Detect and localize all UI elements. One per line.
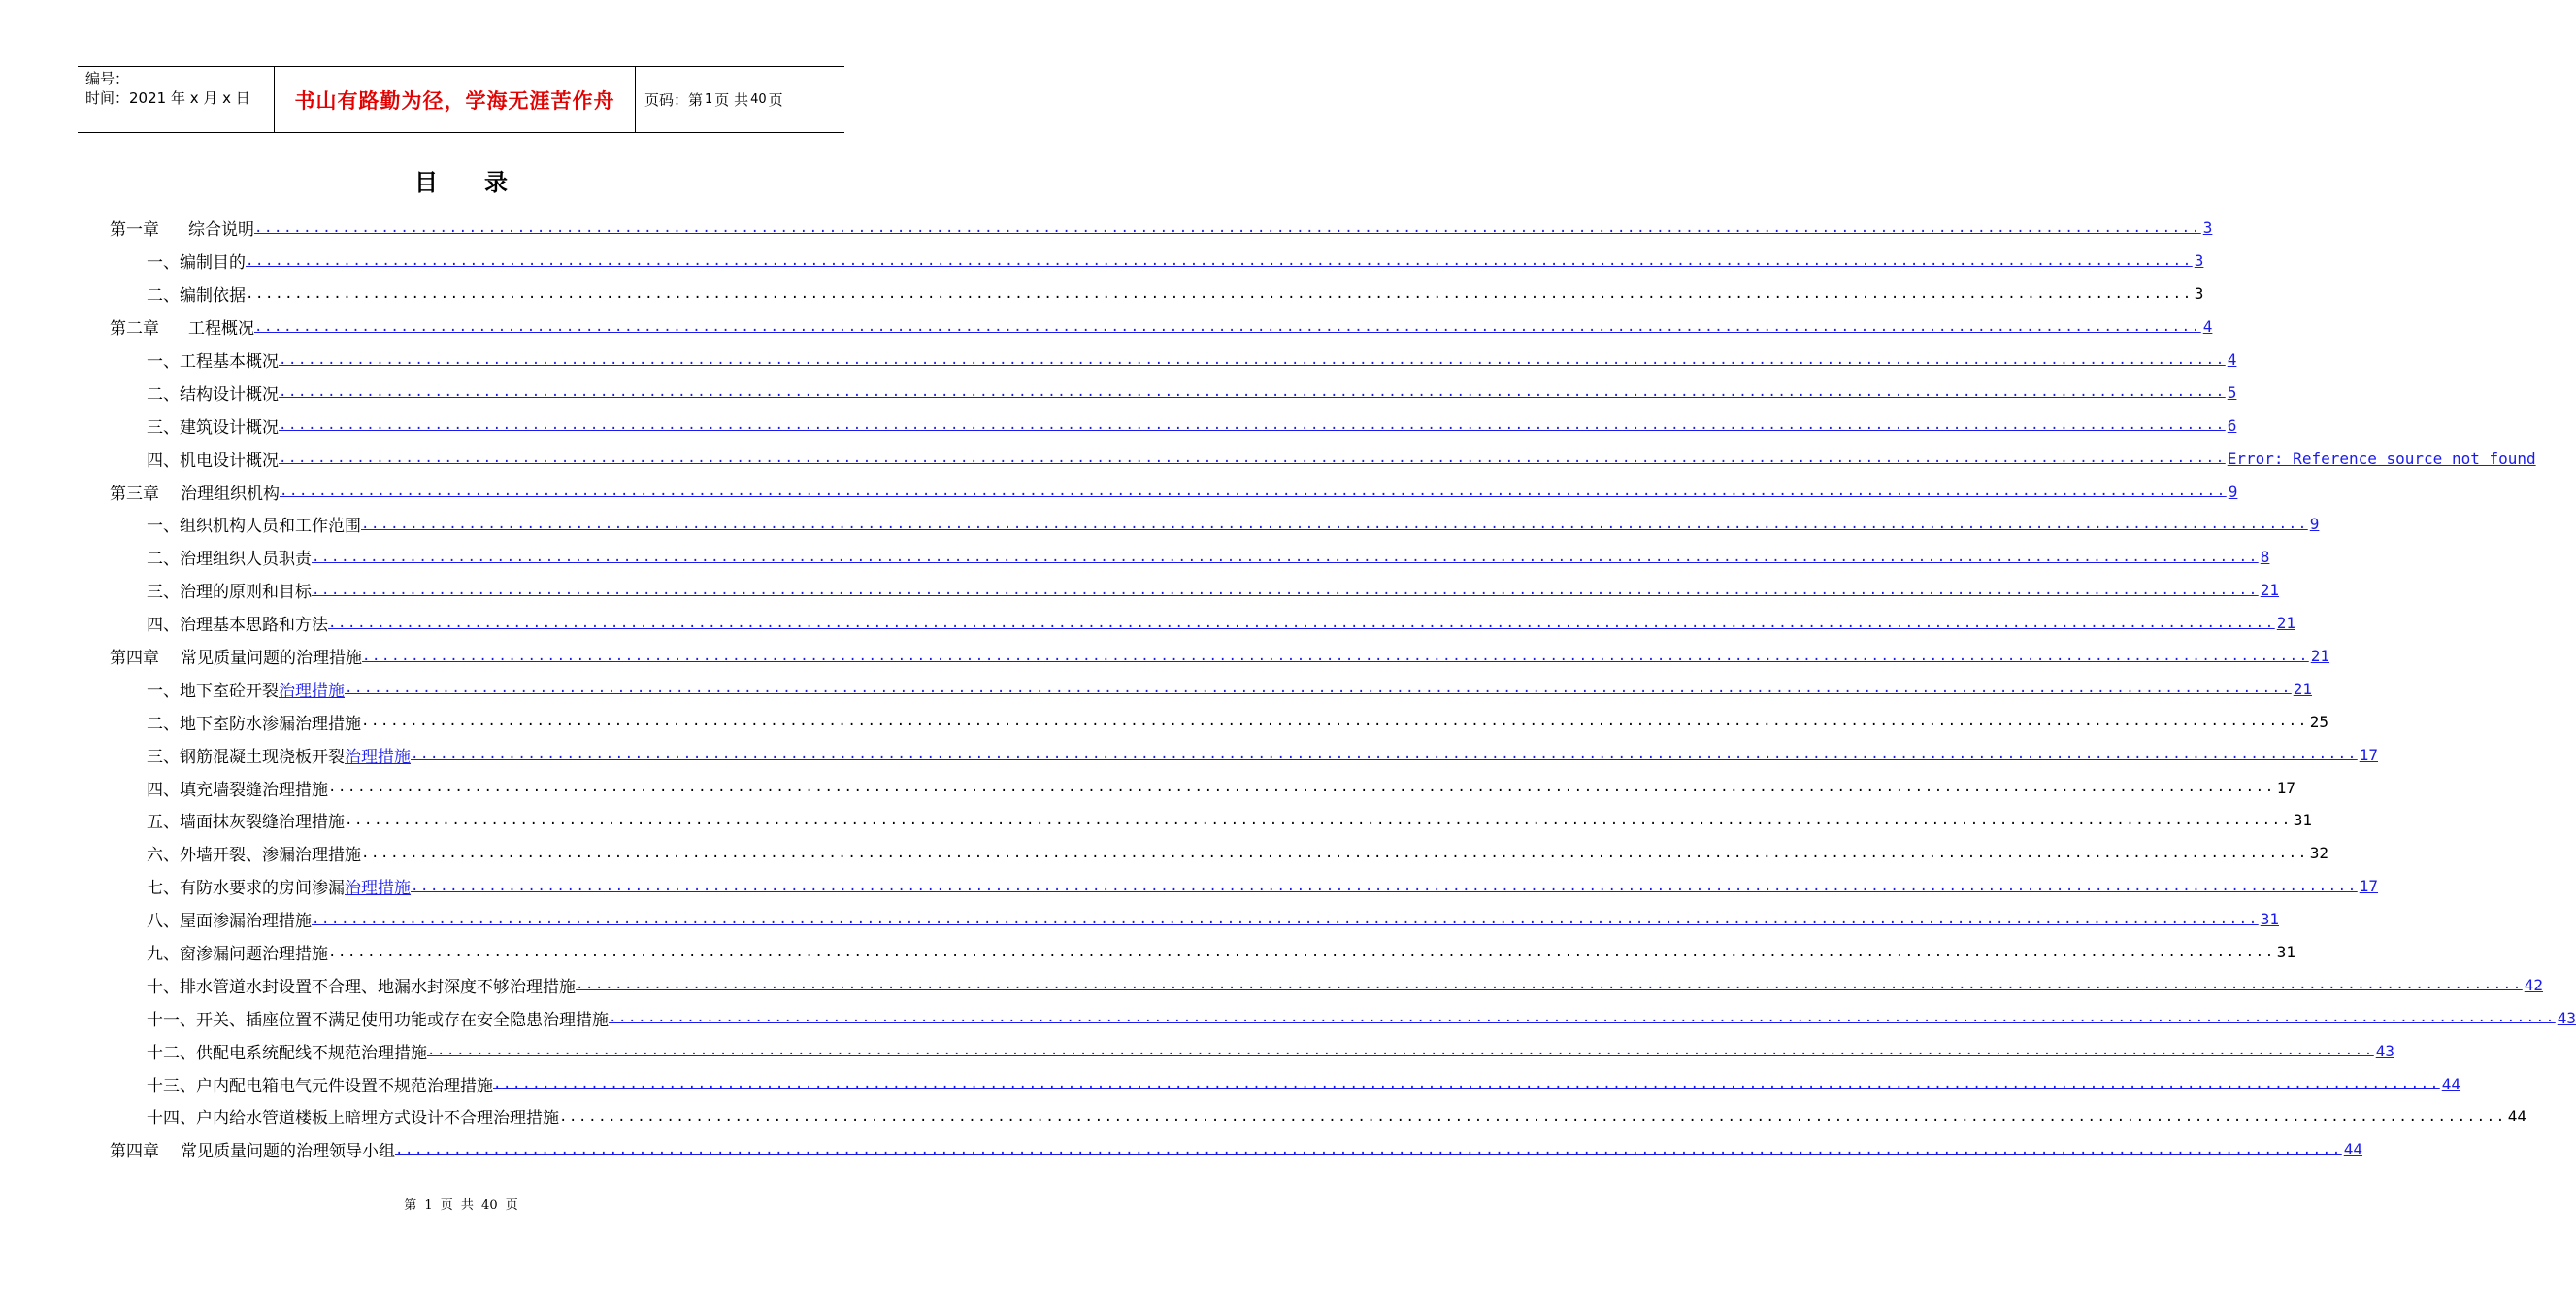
toc-page-number[interactable]: 4	[2202, 318, 2213, 337]
toc-entry-title: 五、墙面抹灰裂缝治理措施	[147, 813, 345, 833]
header-motto: 书山有路勤为径，学海无涯苦作舟	[294, 88, 615, 113]
toc-entry-title: 一、工程基本概况	[147, 352, 279, 372]
toc-entry-title: 十一、开关、插座位置不满足使用功能或存在安全隐患治理措施	[147, 1010, 609, 1030]
toc-entry-title: 二、结构设计概况	[147, 385, 279, 405]
toc-entry[interactable]	[110, 508, 2320, 541]
toc-page-number[interactable]: 43	[2557, 1008, 2576, 1027]
toc-chapter-number: 第四章	[110, 1142, 159, 1162]
toc-entry[interactable]	[110, 344, 2237, 377]
toc-page-number: 25	[2309, 712, 2329, 731]
toc-leader-dots: ........................................................................................................................................................................................................	[361, 516, 2308, 532]
toc-page-number[interactable]: 44	[2343, 1140, 2363, 1159]
toc-entry-title: 十四、户内给水管道楼板上暗埋方式设计不合理治理措施	[147, 1109, 559, 1129]
toc-leader-dots: ........................................................................................................................................................................................................	[312, 549, 2259, 565]
toc-entry	[110, 278, 2204, 311]
toc-entry-link-text[interactable]: 治理措施	[279, 681, 345, 701]
toc-entry-title: 常见质量问题的治理领导小组	[181, 1142, 395, 1162]
toc-entry[interactable]	[110, 409, 2237, 442]
toc-leader-dots: ........................................................................................................................................................................................................	[279, 418, 2226, 434]
toc-entry-title: 常见质量问题的治理措施	[181, 649, 362, 669]
toc-entry-title: 六、外墙开裂、渗漏治理措施	[147, 846, 361, 866]
toc-leader-dots: ........................................................................................................................................................................................................	[411, 878, 2358, 894]
toc-page-number[interactable]: 6	[2227, 416, 2237, 435]
toc-entry-title: 四、机电设计概况	[147, 451, 279, 471]
toc-entry[interactable]	[110, 311, 2213, 344]
toc-leader-dots: ........................................................................................................................................................................................................	[395, 1141, 2342, 1157]
toc-leader-dots: ........................................................................................................................................................................................................	[246, 252, 2193, 269]
toc-leader-dots: ........................................................................................................................................................................................................	[328, 780, 2275, 796]
toc-entry-title: 三、钢筋混凝土现浇板开裂	[147, 747, 345, 767]
toc-leader-dots: ........................................................................................................................................................................................................	[559, 1108, 2506, 1124]
toc-leader-dots: ........................................................................................................................................................................................................	[312, 582, 2259, 598]
toc-leader-dots: ........................................................................................................................................................................................................	[345, 681, 2292, 697]
toc-entry[interactable]	[110, 672, 2313, 705]
toc-leader-dots: ........................................................................................................................................................................................................	[328, 615, 2275, 631]
toc-page-number[interactable]: 42	[2524, 975, 2544, 994]
date-label: 时间：2021 年 x 月 x 日	[85, 89, 250, 107]
toc-page-number[interactable]: 5	[2227, 383, 2237, 402]
toc-chapter-number: 第四章	[110, 649, 159, 669]
page-prefix: 页码：第	[644, 91, 704, 109]
toc-page-number[interactable]: 21	[2276, 614, 2296, 633]
toc-entry[interactable]	[110, 870, 2379, 903]
toc-page-number: 17	[2276, 778, 2296, 797]
page-suffix: 页	[768, 91, 783, 109]
toc-entry	[110, 936, 2296, 969]
toc-entry-title: 二、治理组织人员职责	[147, 550, 312, 570]
toc-chapter-number: 第一章	[110, 220, 159, 241]
toc-entry[interactable]	[110, 541, 2270, 574]
toc-entry-title: 四、填充墙裂缝治理措施	[147, 780, 328, 800]
number-label: 编号：	[85, 70, 130, 87]
header-page-info	[644, 67, 783, 132]
header-divider	[635, 67, 636, 132]
header-meta	[85, 69, 272, 108]
toc-leader-dots: ........................................................................................................................................................................................................	[361, 714, 2308, 730]
toc-entry-title: 四、治理基本思路和方法	[147, 616, 328, 636]
title-part-2: 录	[484, 169, 508, 196]
toc-leader-dots: ........................................................................................................................................................................................................	[279, 451, 2226, 467]
toc-leader-dots: ........................................................................................................................................................................................................	[279, 385, 2226, 401]
toc-page-number[interactable]: 44	[2441, 1074, 2461, 1093]
toc-leader-dots: ........................................................................................................................................................................................................	[254, 219, 2201, 236]
toc-leader-dots: ........................................................................................................................................................................................................	[279, 351, 2226, 368]
toc-page-number[interactable]: 17	[2359, 877, 2379, 896]
toc-entry-title: 二、地下室防水渗漏治理措施	[147, 714, 361, 734]
toc-entry[interactable]	[110, 738, 2379, 771]
toc-leader-dots: ........................................................................................................................................................................................................	[254, 318, 2201, 335]
toc-leader-dots: ........................................................................................................................................................................................................	[493, 1076, 2440, 1092]
toc-entry-title: 八、屋面渗漏治理措施	[147, 912, 312, 932]
page-mid: 页 共	[714, 91, 749, 109]
toc-entry[interactable]	[110, 442, 2536, 475]
toc-page-number[interactable]: 21	[2293, 679, 2313, 698]
toc-leader-dots: ........................................................................................................................................................................................................	[362, 648, 2309, 664]
toc-entry[interactable]	[110, 212, 2213, 245]
toc-page-number: 3	[2194, 284, 2204, 304]
toc-page-number: 32	[2309, 844, 2329, 863]
toc-leader-dots: ........................................................................................................................................................................................................	[361, 845, 2308, 861]
toc-entry[interactable]	[110, 640, 2330, 673]
toc-leader-dots: ........................................................................................................................................................................................................	[427, 1043, 2374, 1059]
page-title	[0, 163, 922, 197]
toc-entry-title: 一、编制目的	[147, 253, 246, 274]
toc-entry-title: 九、窗渗漏问题治理措施	[147, 945, 328, 965]
toc-entry[interactable]	[110, 376, 2237, 409]
toc-entry-title: 综合说明	[188, 220, 254, 241]
toc-page-number[interactable]: 43	[2375, 1041, 2395, 1060]
toc-error-reference[interactable]: Error: Reference source not found	[2227, 449, 2536, 468]
toc-entry-title: 工程概况	[188, 319, 254, 340]
toc-page-number: 31	[2293, 811, 2313, 830]
toc-entry	[110, 705, 2329, 738]
toc-entry-title: 一、组织机构人员和工作范围	[147, 517, 361, 537]
toc-entry[interactable]	[110, 1001, 2576, 1034]
document-header	[78, 66, 844, 133]
toc-entry-title: 七、有防水要求的房间渗漏	[147, 879, 345, 899]
toc-page-number[interactable]: 9	[2309, 515, 2320, 534]
toc-leader-dots: ........................................................................................................................................................................................................	[609, 1010, 2556, 1026]
toc-leader-dots: ........................................................................................................................................................................................................	[280, 484, 2227, 500]
toc-entry-title: 十三、户内配电箱电气元件设置不规范治理措施	[147, 1076, 493, 1096]
toc-leader-dots: ........................................................................................................................................................................................................	[576, 977, 2523, 993]
toc-entry-title: 三、建筑设计概况	[147, 418, 279, 438]
toc-leader-dots: ........................................................................................................................................................................................................	[345, 812, 2292, 828]
toc-leader-dots: ........................................................................................................................................................................................................	[246, 285, 2193, 302]
toc-entry-title: 十二、供配电系统配线不规范治理措施	[147, 1043, 427, 1063]
toc-entry[interactable]	[110, 968, 2544, 1001]
toc-page-number: 44	[2507, 1107, 2527, 1126]
toc-entry	[110, 771, 2296, 804]
toc-page-number[interactable]: 21	[2310, 647, 2330, 666]
toc-entry-title: 二、编制依据	[147, 286, 246, 307]
toc-entry[interactable]	[110, 574, 2280, 607]
toc-entry[interactable]	[110, 1034, 2395, 1067]
toc-page-number[interactable]: 3	[2202, 218, 2213, 238]
page-footer: 第 1 页 共 40 页	[404, 1198, 518, 1213]
toc-entry-title: 三、治理的原则和目标	[147, 583, 312, 603]
toc-page-number[interactable]: 8	[2260, 548, 2270, 567]
toc-page-number[interactable]: 21	[2260, 581, 2280, 600]
toc-entry[interactable]	[110, 903, 2280, 936]
toc-leader-dots: ........................................................................................................................................................................................................	[328, 944, 2275, 960]
toc-entry[interactable]	[110, 1133, 2363, 1166]
toc-entry[interactable]	[110, 245, 2204, 278]
toc-entry	[110, 1100, 2527, 1133]
page-number: 1	[705, 92, 713, 107]
toc-entry	[110, 804, 2313, 837]
toc-leader-dots: ........................................................................................................................................................................................................	[312, 911, 2259, 927]
page-total: 40	[750, 92, 767, 107]
toc-entry-link-text[interactable]: 治理措施	[345, 747, 411, 767]
toc-entry-link-text[interactable]: 治理措施	[345, 879, 411, 899]
toc-entry	[110, 837, 2329, 870]
toc-entry[interactable]	[110, 1067, 2461, 1100]
toc-page-number[interactable]: 9	[2228, 482, 2238, 501]
toc-entry[interactable]	[110, 607, 2296, 640]
toc-entry-title: 治理组织机构	[181, 484, 280, 504]
toc-page-number[interactable]: 4	[2227, 351, 2237, 369]
toc-chapter-number: 第三章	[110, 484, 159, 504]
toc-page-number: 31	[2276, 943, 2296, 962]
toc-entry[interactable]	[110, 475, 2238, 508]
toc-page-number[interactable]: 31	[2260, 910, 2280, 929]
toc-chapter-number: 第二章	[110, 319, 159, 340]
toc-entry-title: 一、地下室砼开裂	[147, 681, 279, 701]
title-part-1: 目	[414, 169, 438, 196]
toc-page-number[interactable]: 3	[2194, 251, 2204, 271]
table-of-contents	[110, 212, 2576, 1166]
toc-page-number[interactable]: 17	[2359, 745, 2379, 764]
toc-leader-dots: ........................................................................................................................................................................................................	[411, 747, 2358, 763]
toc-entry-title: 十、排水管道水封设置不合理、地漏水封深度不够治理措施	[147, 977, 576, 997]
